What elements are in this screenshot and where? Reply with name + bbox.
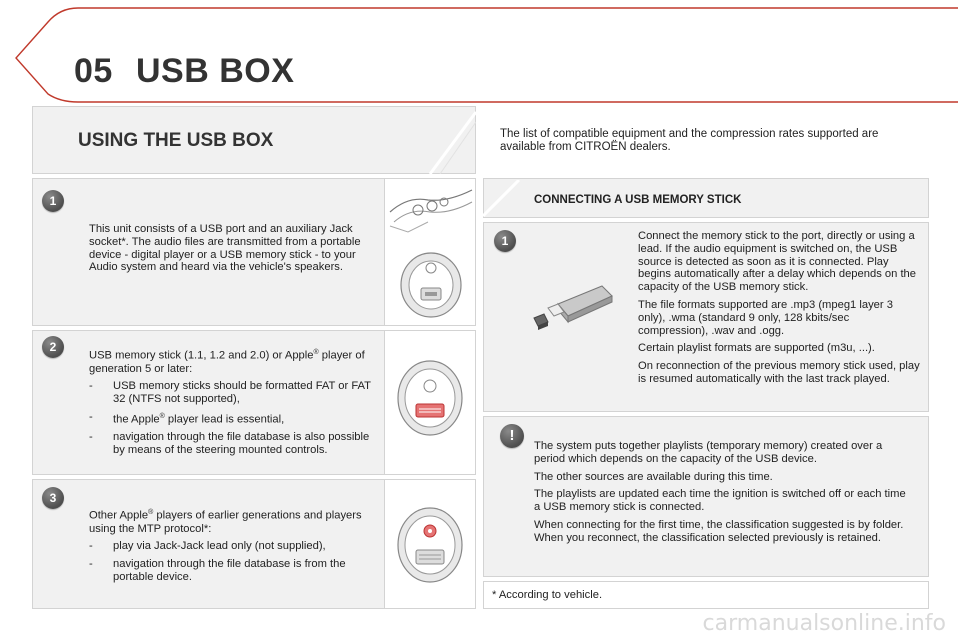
step-3-list-item: - navigation through the file database is from the portable device. xyxy=(89,558,346,583)
step-3-list-item: - play via Jack-Jack lead only (not supplied), xyxy=(89,540,326,553)
step-1-paragraph: This unit consists of a USB port and an auxiliary Jack socket*. The audio files are transmitted from a portable device - digital player or a USB memory stick - to your Audio system and heard via the vehicle's speakers. xyxy=(89,223,361,274)
warning-text xyxy=(534,440,914,550)
footnote: * According to vehicle. xyxy=(492,589,603,601)
step-2-list-item: - USB memory sticks should be formatted FAT or FAT 32 (NTFS not supported), xyxy=(89,380,371,406)
heading-panel-fold xyxy=(400,110,476,174)
connecting-paragraph: The file formats supported are .mp3 (mpeg1 layer 3 only), .wma (standard 9 only, 128 kbits/sec compression), .wav and .ogg. xyxy=(638,298,893,337)
jack-socket-illustration xyxy=(396,505,464,585)
step-3-badge: 3 xyxy=(42,487,64,509)
chapter-number: 05 xyxy=(74,52,113,90)
step-2-list-item: - navigation through the file database is also possible by means of the steering mounted controls. xyxy=(89,431,370,457)
connecting-heading: CONNECTING A USB MEMORY STICK xyxy=(534,194,742,206)
dashboard-usb-illustration xyxy=(388,182,474,322)
step-3-text xyxy=(89,507,371,589)
section-heading: USING THE USB BOX xyxy=(78,130,274,151)
step-2-badge: 2 xyxy=(42,336,64,358)
warning-paragraph: When connecting for the first time, the classification suggested is by folder. When you reconnect, the classification selected previously is retained. xyxy=(534,518,904,544)
connecting-paragraph: On reconnection of the previous memory stick used, play is resumed automatically with the last track played. xyxy=(638,360,920,385)
step-2-list-item: - the Apple® player lead is essential, xyxy=(89,410,285,426)
connecting-badge: 1 xyxy=(494,230,516,252)
step-1-text xyxy=(89,223,371,279)
connecting-paragraph: Certain playlist formats are supported (m3u, ...). xyxy=(638,342,875,355)
step-1-badge: 1 xyxy=(42,190,64,212)
usb-stick-illustration xyxy=(530,278,614,334)
step-2-paragraph: USB memory stick (1.1, 1.2 and 2.0) or Apple® player of generation 5 or later: xyxy=(89,349,365,375)
warning-paragraph: The system puts together playlists (temporary memory) created over a period which depends on the capacity of the USB device. xyxy=(534,440,883,465)
warning-paragraph: The playlists are updated each time the ignition is switched off or each time a USB memory stick is connected. xyxy=(534,488,906,514)
usb-socket-illustration xyxy=(396,358,464,438)
warning-icon: ! xyxy=(500,424,524,448)
chapter-title: USB BOX xyxy=(136,52,295,90)
warning-paragraph: The other sources are available during this time. xyxy=(534,470,773,483)
step-3-paragraph: Other Apple® players of earlier generations and players using the MTP protocol*: xyxy=(89,509,362,535)
connecting-paragraph: Connect the memory stick to the port, directly or using a lead. If the audio equipment is switched on, the USB source is detected as soon as it is connected. Play begins automatically after a delay which depends on the capacity of the USB memory stick. xyxy=(638,230,916,294)
watermark: carmanualsonline.info xyxy=(702,611,946,636)
step-2-text xyxy=(89,347,371,462)
intro-note: The list of compatible equipment and the compression rates supported are available from CITROËN dealers. xyxy=(500,128,879,153)
connecting-text xyxy=(638,230,920,391)
